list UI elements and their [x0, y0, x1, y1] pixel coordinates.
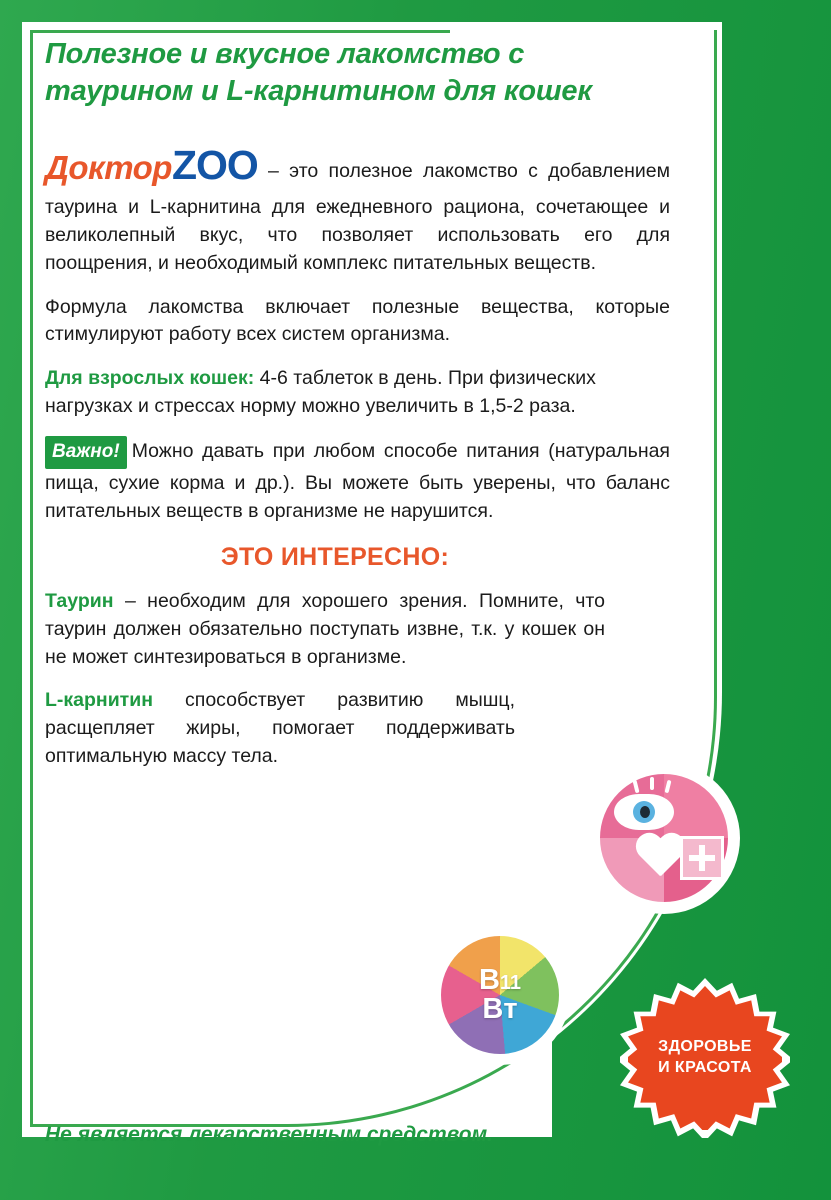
vitamin-label	[430, 925, 570, 1065]
dosage-paragraph	[45, 365, 670, 420]
eye-icon	[614, 794, 674, 830]
brand-doktor-text: Доктор	[45, 149, 172, 187]
interesting-section-title: ЭТО ИНТЕРЕСНО:	[220, 543, 450, 572]
fact-lcarnitine-text: способствует развитию мышц, расщепляет жиры, помогает поддерживать оптимальную массу тела.	[45, 689, 515, 767]
eye-health-badge	[588, 762, 740, 914]
medical-cross-icon	[680, 836, 724, 880]
fact-lcarnitine-term: L-карнитин	[45, 689, 154, 712]
footer-disclaimer: Не является лекарственным средством.	[45, 1123, 493, 1146]
page-title: Полезное и вкусное лакомство с таурином и L-карнитином для кошек	[45, 38, 592, 108]
vitamin-badge	[430, 925, 570, 1065]
panel-outline-top	[30, 30, 450, 33]
formula-paragraph: Формула лакомства включает полезные вещества, которые стимулируют работу всех систем организма.	[45, 295, 670, 346]
brand-logo	[45, 136, 258, 194]
health-line-1: ЗДОРОВЬЕ	[658, 1038, 752, 1056]
brand-zoo-text: ZOO	[171, 142, 258, 189]
dosage-text: 4-6 таблеток в день. При физических нагрузках и стрессах норму можно увеличить в 1,5-2 раза.	[45, 366, 596, 417]
eyelash-icon	[650, 777, 654, 790]
important-badge: Важно!	[45, 436, 127, 469]
panel-outline-left	[30, 30, 33, 1124]
heart-icon	[634, 834, 686, 882]
fact-taurine-text: – необходим для хорошего зрения. Помните, что таурин должен обязательно поступать извне, т.к. у кошек он не может синтезироваться в организме.	[45, 590, 605, 668]
fact-taurine	[45, 588, 605, 671]
fact-lcarnitine	[45, 687, 515, 770]
important-paragraph	[45, 436, 670, 525]
cross-horizontal	[689, 855, 715, 861]
vitamin-top-row	[479, 966, 521, 995]
health-beauty-badge	[620, 978, 790, 1138]
vitamin-letter: B	[478, 964, 500, 996]
intro-text: – это полезное лакомство с добавлением таурина и L-карнитина для ежедневного рациона, сочетающее и великолепный вкус, что позволяет использовать его для поощрения, и необходимый комплекс питательных веществ.	[45, 160, 670, 274]
dosage-label: Для взрослых кошек:	[45, 366, 255, 389]
starburst-text	[620, 978, 790, 1138]
intro-paragraph	[45, 136, 670, 277]
fact-taurine-term: Таурин	[45, 590, 114, 613]
vitamin-number: 11	[499, 972, 522, 994]
vitamin-sub: Bт	[482, 993, 518, 1025]
important-text: Можно давать при любом способе питания (натуральная пища, сухие корма и др.). Вы можете быть уверены, что баланс питательных веществ в организме не нарушится.	[45, 440, 670, 523]
eye-pupil	[640, 806, 650, 818]
health-line-2: И КРАСОТА	[658, 1059, 752, 1076]
content-area	[45, 36, 705, 786]
